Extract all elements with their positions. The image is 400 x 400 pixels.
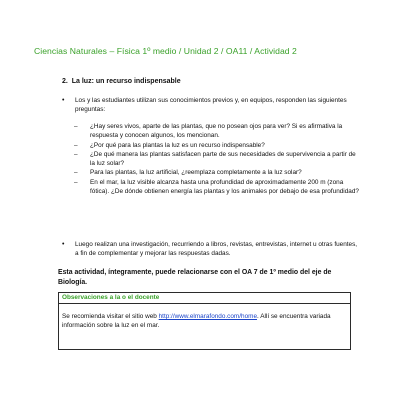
website-link[interactable]: http://www.elmarafondo.com/home: [158, 313, 258, 320]
question-item: [74, 122, 374, 141]
observations-title: Observaciones a la o el docente: [59, 293, 350, 304]
research-bullet-text: Luego realizan una investigación, recurriendo a libros, revistas, entrevistas, internet u otras fuentes, a fin de complementar y mejorar las respuestas dadas.: [75, 241, 358, 258]
question-list: [74, 122, 374, 196]
dash-marker: –: [74, 178, 78, 186]
section-title: La luz: un recurso indispensable: [71, 78, 181, 85]
dash-marker: –: [74, 141, 78, 149]
question-item: [74, 168, 374, 177]
bullet-marker: •: [62, 97, 65, 104]
breadcrumb: Ciencias Naturales – Física 1º medio / Unidad 2 / OA11 / Actividad 2: [34, 46, 297, 56]
intro-bullet-text: Los y las estudiantes utilizan sus conocimientos previos y, en equipos, responden las siguientes preguntas:: [75, 97, 347, 114]
bullet-marker: •: [62, 241, 65, 248]
observations-text: [62, 312, 347, 331]
question-item: [74, 178, 374, 197]
observations-text-after: . Allí se encuentra variada información sobre la luz en el mar.: [62, 313, 331, 330]
section-number: 2.: [62, 78, 68, 85]
question-text: Para las plantas, la luz artificial, ¿reemplaza completamente a la luz solar?: [90, 169, 302, 177]
question-item: [74, 141, 374, 150]
question-item: [74, 150, 374, 169]
dash-marker: –: [74, 123, 78, 130]
dash-marker: –: [74, 150, 78, 158]
dash-marker: –: [74, 169, 78, 177]
question-text: ¿De qué manera las plantas satisfacen parte de sus necesidades de supervivencia a partir de la luz solar?: [90, 150, 356, 168]
section-heading: [62, 78, 181, 85]
observations-box: [58, 292, 351, 350]
relation-note: Esta actividad, íntegramente, puede relacionarse con el OA 7 de 1º medio del eje de Biología.: [58, 269, 332, 286]
question-text: ¿Hay seres vivos, aparte de las plantas, que no posean ojos para ver? Si es afirmativa la respuesta y conocen algunos, los mencionan.: [90, 123, 343, 140]
question-text: ¿Por qué para las plantas la luz es un recurso indispensable?: [90, 141, 265, 149]
question-text: En el mar, la luz visible alcanza hasta una profundidad de aproximadamente 200 m (zona fótica). ¿De dónde obtienen energía las plantas y los animales por debajo de esa profundidad?: [90, 178, 359, 196]
observations-text-before: Se recomienda visitar el sitio web: [62, 313, 159, 320]
